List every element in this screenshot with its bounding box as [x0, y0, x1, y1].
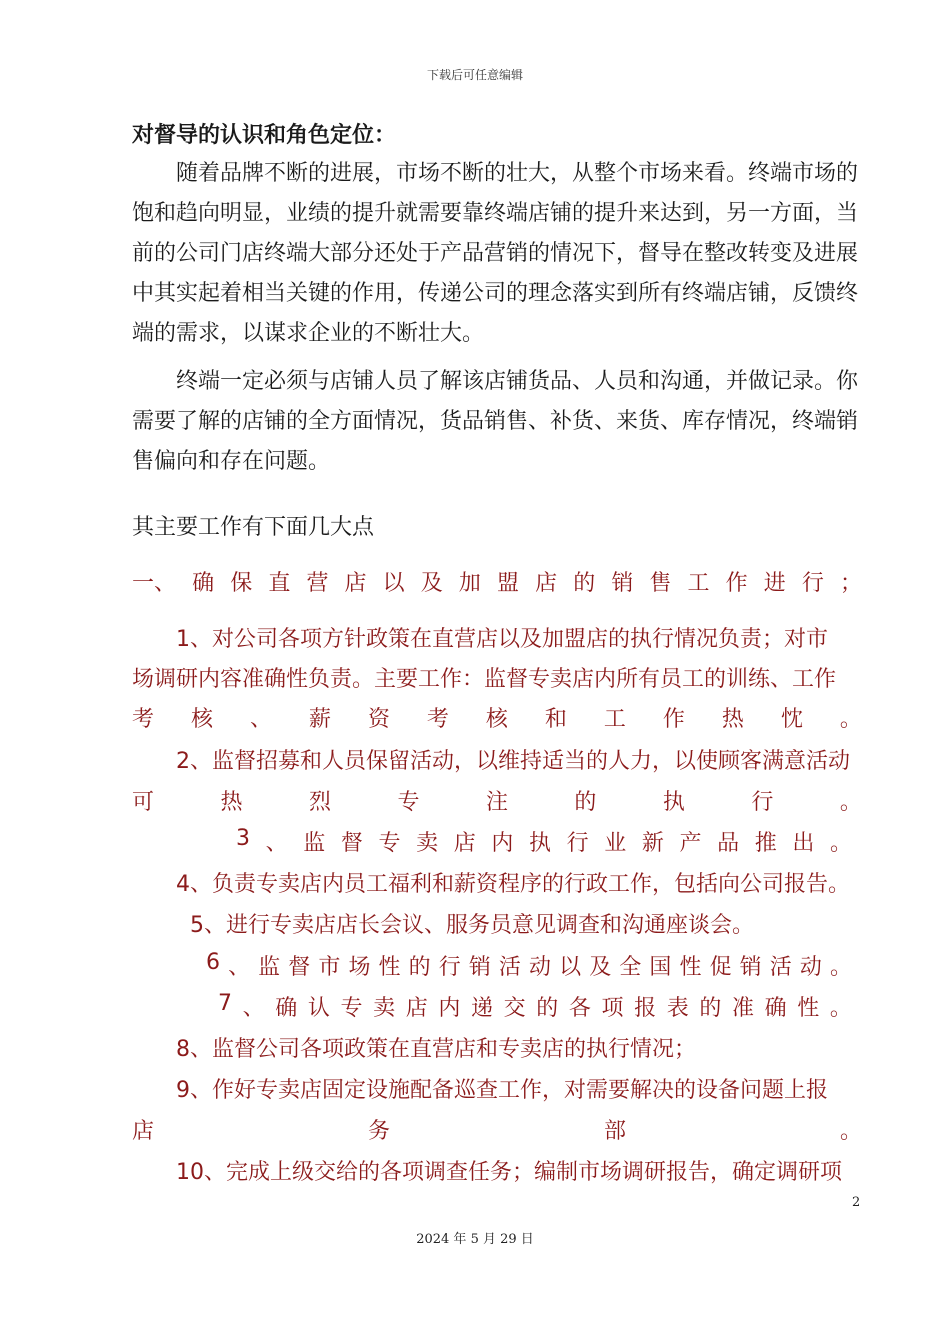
spread-char: 。 [839, 1119, 862, 1144]
spread-char: 保 [230, 571, 253, 596]
list-item-2-line-1: 2、监督招募和人员保留活动，以维持适当的人力，以使顾客满意活动 [176, 749, 850, 774]
spread-char: 、 [265, 831, 288, 856]
spread-char: 监 [303, 831, 326, 856]
spread-char: 售 [649, 571, 672, 596]
list-item-9-line-1: 9、作好专卖店固定设施配备巡查工作，对需要解决的设备问题上报 [176, 1078, 828, 1103]
spread-char: 监 [258, 955, 281, 980]
spread-char: 店 [405, 996, 428, 1021]
spread-char: 营 [306, 571, 329, 596]
spread-char: 进 [763, 571, 786, 596]
paragraph-terminal [132, 362, 862, 482]
spread-char: 场 [348, 955, 371, 980]
list-item-1-line-2: 场调研内容准确性负责。主要工作：监督专卖店内所有员工的训练、工作 [132, 667, 837, 692]
spread-char: 工 [687, 571, 710, 596]
spread-char: 认 [307, 996, 330, 1021]
spread-char: 销 [739, 955, 762, 980]
spread-char: 动 [799, 955, 822, 980]
spread-char: 表 [666, 996, 689, 1021]
spread-char: 的 [699, 996, 722, 1021]
spread-char: 卖 [373, 996, 396, 1021]
spread-char: 行 [801, 571, 824, 596]
spread-char: 作 [662, 707, 685, 732]
spread-char: 督 [288, 955, 311, 980]
spread-char: 专 [397, 790, 420, 815]
spread-char: 6 [206, 950, 220, 975]
spread-char: 专 [378, 831, 401, 856]
spread-char: 活 [498, 955, 521, 980]
spread-char: 行 [566, 831, 589, 856]
spread-char: 。 [829, 996, 852, 1021]
spread-char: 核 [485, 707, 508, 732]
spread-char: 性 [378, 955, 401, 980]
spread-char: 准 [731, 996, 754, 1021]
spread-char: 可 [132, 790, 155, 815]
spread-char: 店 [132, 1119, 155, 1144]
spread-char: ； [839, 571, 862, 596]
spread-char: 考 [132, 707, 155, 732]
spread-char: 销 [611, 571, 634, 596]
spread-char: 的 [574, 790, 597, 815]
spread-char: 直 [268, 571, 291, 596]
spread-char: 7 [218, 991, 232, 1016]
spread-char: 交 [503, 996, 526, 1021]
spread-char: 店 [535, 571, 558, 596]
list-item-9-line-2 [132, 1114, 862, 1145]
spread-char: 新 [641, 831, 664, 856]
spread-char: 以 [382, 571, 405, 596]
spread-char: 卖 [416, 831, 439, 856]
spread-char: 的 [536, 996, 559, 1021]
spread-char: 、 [249, 707, 272, 732]
list-item-7 [218, 991, 852, 1022]
spread-char: 。 [829, 831, 852, 856]
spread-char: 国 [649, 955, 672, 980]
list-item-6 [206, 950, 852, 981]
spread-char: 执 [662, 790, 685, 815]
paragraph-intro-text: 随着品牌不断的进展，市场不断的壮大，从整个市场来看。终端市场的饱和趋向明显，业绩的提升就需要靠终端店铺的提升来达到，另一方面，当前的公司门店终端大部分还处于产品营销的情况下，督导在整改转变及进展中其实起着相当关键的作用，传递公司的理念落实到所有终端店铺，反馈终端的需求，以谋求企业的不断壮大。 [132, 161, 859, 346]
spread-char: 盟 [496, 571, 519, 596]
spread-char: 、 [242, 996, 265, 1021]
spread-char: 。 [829, 955, 852, 980]
spread-char: 3 [236, 826, 250, 851]
list-item-2-line-2 [132, 785, 862, 816]
spread-char: 专 [340, 996, 363, 1021]
spread-char: 报 [634, 996, 657, 1021]
spread-char: 性 [679, 955, 702, 980]
spread-char: 注 [485, 790, 508, 815]
spread-char: 及 [420, 571, 443, 596]
spread-char: 热 [220, 790, 243, 815]
spread-char: 。 [839, 790, 862, 815]
spread-char: 。 [839, 707, 862, 732]
spread-char: 核 [190, 707, 213, 732]
list-item-4: 4、负责专卖店内员工福利和薪资程序的行政工作，包括向公司报告。 [176, 872, 850, 897]
list-item-5: 5、进行专卖店店长会议、服务员意见调查和沟通座谈会。 [190, 913, 754, 938]
spread-char: 内 [438, 996, 461, 1021]
spread-char: 资 [367, 707, 390, 732]
page-footer-date: 2024 年 5 月 29 日 [416, 1232, 534, 1247]
spread-char: 销 [468, 955, 491, 980]
spread-char: 递 [470, 996, 493, 1021]
spread-char: 全 [619, 955, 642, 980]
list-item-1-line-1: 1、对公司各项方针政策在直营店以及加盟店的执行情况负责；对市 [176, 627, 828, 652]
paragraph-terminal-text: 终端一定必须与店铺人员了解该店铺货品、人员和沟通，并做记录。你需要了解的店铺的全方面情况，货品销售、补货、来货、库存情况，终端销售偏向和存在问题。 [132, 369, 859, 474]
list-item-1-line-3 [132, 702, 862, 733]
spread-char: 热 [721, 707, 744, 732]
paragraph-intro [132, 154, 862, 354]
spread-char: 的 [573, 571, 596, 596]
spread-char: 市 [318, 955, 341, 980]
page-header: 下载后可任意编辑 [426, 68, 523, 82]
spread-char: 动 [529, 955, 552, 980]
spread-char: 薪 [308, 707, 331, 732]
spread-char: 工 [603, 707, 626, 732]
spread-char: 推 [754, 831, 777, 856]
spread-char: 内 [491, 831, 514, 856]
spread-char: 、 [228, 955, 251, 980]
spread-char: 品 [717, 831, 740, 856]
spread-char: 确 [192, 571, 215, 596]
spread-char: 的 [408, 955, 431, 980]
spread-char: 务 [367, 1119, 390, 1144]
list-item-3 [236, 826, 852, 857]
spread-char: 行 [438, 955, 461, 980]
spread-char: 项 [601, 996, 624, 1021]
spread-char: 确 [764, 996, 787, 1021]
spread-char: 考 [426, 707, 449, 732]
page-number: 2 [852, 1195, 861, 1210]
spread-char: 出 [792, 831, 815, 856]
spread-char: 执 [528, 831, 551, 856]
spread-char: 加 [458, 571, 481, 596]
spread-char: 忱 [780, 707, 803, 732]
list-item-10: 10、完成上级交给的各项调查任务；编制市场调研报告，确定调研项 [176, 1160, 842, 1185]
spread-char: 店 [453, 831, 476, 856]
section-heading-1 [132, 566, 862, 597]
spread-char: 行 [751, 790, 774, 815]
spread-char: 一、 [132, 571, 177, 596]
spread-char: 店 [344, 571, 367, 596]
spread-char: 和 [544, 707, 567, 732]
spread-char: 以 [559, 955, 582, 980]
spread-char: 督 [340, 831, 363, 856]
spread-char: 促 [709, 955, 732, 980]
spread-char: 性 [797, 996, 820, 1021]
spread-char: 烈 [308, 790, 331, 815]
spread-char: 作 [725, 571, 748, 596]
spread-char: 各 [568, 996, 591, 1021]
spread-char: 活 [769, 955, 792, 980]
list-item-8: 8、监督公司各项政策在直营店和专卖店的执行情况； [176, 1037, 696, 1062]
section-title: 对督导的认识和角色定位： [132, 123, 397, 148]
spread-char: 产 [679, 831, 702, 856]
spread-char: 及 [589, 955, 612, 980]
spread-char: 部 [603, 1119, 626, 1144]
spread-char: 业 [604, 831, 627, 856]
subheading: 其主要工作有下面几大点 [132, 515, 375, 540]
spread-char: 确 [275, 996, 298, 1021]
